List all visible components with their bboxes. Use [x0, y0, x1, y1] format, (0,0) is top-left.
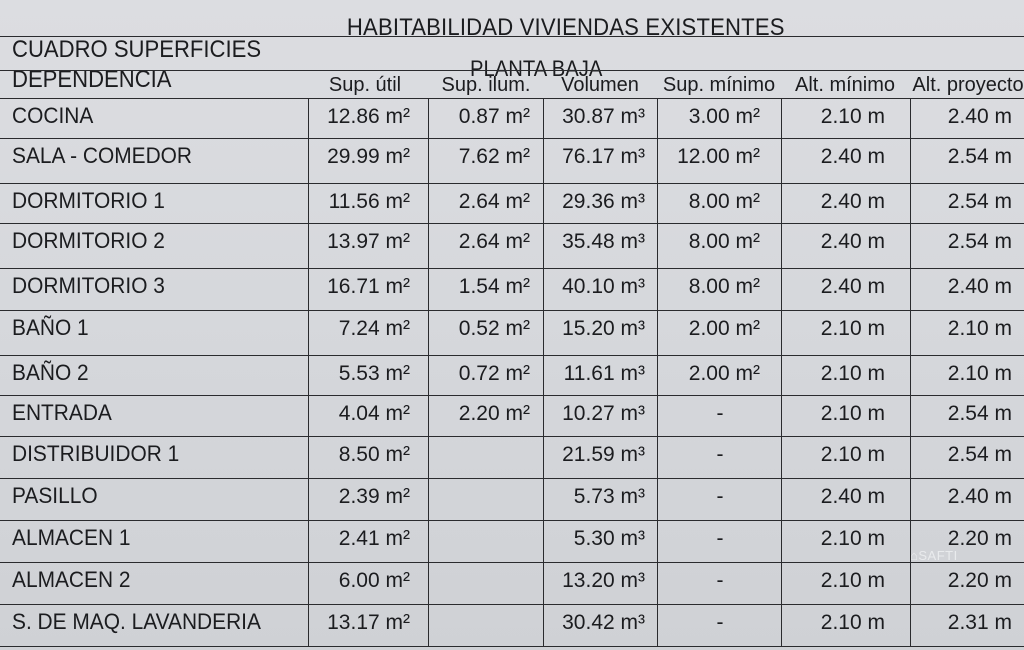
table-cell: 2.00 m²: [688, 317, 760, 340]
table-cell: 2.64 m²: [458, 230, 530, 253]
row-rule: [0, 604, 1024, 605]
row-rule: [0, 395, 1024, 396]
table-cell: 35.48 m³: [562, 230, 645, 253]
table-cell: 7.24 m²: [338, 317, 410, 340]
table-cell: 76.17 m³: [562, 145, 645, 168]
row-rule: [0, 355, 1024, 356]
row-label: DORMITORIO 2: [12, 228, 165, 253]
row-label: BAÑO 1: [12, 315, 89, 340]
table-cell: 1.54 m²: [458, 275, 530, 298]
row-label: DORMITORIO 3: [12, 273, 165, 298]
table-cell: 30.87 m³: [562, 105, 645, 128]
table-cell: 2.10 m: [820, 317, 885, 340]
row-label: BAÑO 2: [12, 360, 89, 385]
table-cell: 2.40 m: [820, 230, 885, 253]
header-rule: [0, 70, 1024, 71]
row-label: ENTRADA: [12, 400, 112, 425]
table-cell: 3.00 m²: [688, 105, 760, 128]
table-cell: 5.53 m²: [338, 362, 410, 385]
row-rule: [0, 310, 1024, 311]
planta-label: PLANTA BAJA: [470, 56, 603, 81]
table-cell: 12.00 m²: [677, 145, 760, 168]
table-cell: 2.10 m: [947, 362, 1012, 385]
column-header: Sup. mínimo: [662, 74, 776, 96]
row-label: PASILLO: [12, 483, 98, 508]
table-cell: 2.54 m: [947, 145, 1012, 168]
table-cell: -: [716, 611, 724, 634]
table-cell: 8.00 m²: [688, 190, 760, 213]
table-cell: 11.61 m³: [563, 362, 645, 385]
table-cell: 13.97 m²: [327, 230, 410, 253]
table-cell: 5.30 m³: [573, 527, 645, 550]
table-cell: 16.71 m²: [327, 275, 410, 298]
table-cell: 8.50 m²: [338, 443, 410, 466]
table-cell: -: [716, 485, 724, 508]
table-cell: -: [716, 527, 724, 550]
table-cell: 29.36 m³: [562, 190, 645, 213]
table-cell: 7.62 m²: [458, 145, 530, 168]
table-cell: 2.40 m: [947, 485, 1012, 508]
row-rule: [0, 562, 1024, 563]
table-cell: 2.54 m: [947, 190, 1012, 213]
table-cell: -: [716, 402, 724, 425]
table-cell: 2.64 m²: [458, 190, 530, 213]
table-cell: 2.40 m: [947, 105, 1012, 128]
table-cell: 0.87 m²: [458, 105, 530, 128]
table-cell: 2.39 m²: [338, 485, 410, 508]
table-cell: 0.72 m²: [458, 362, 530, 385]
column-header: Alt. proyecto: [912, 74, 1024, 96]
table-title: HABITABILIDAD VIVIENDAS EXISTENTES: [346, 14, 785, 41]
title-rule: [0, 36, 1024, 37]
table-cell: 4.04 m²: [338, 402, 410, 425]
table-cell: 2.10 m: [820, 443, 885, 466]
table-cell: 13.20 m³: [562, 569, 645, 592]
row-rule: [0, 478, 1024, 479]
table-cell: 40.10 m³: [562, 275, 645, 298]
cuadro-label: CUADRO SUPERFICIES: [12, 36, 262, 63]
table-cell: -: [716, 569, 724, 592]
row-rule: [0, 520, 1024, 521]
row-rule: [0, 98, 1024, 99]
table-cell: 2.31 m: [947, 611, 1012, 634]
row-label: ALMACEN 1: [12, 525, 131, 550]
table-cell: 15.20 m³: [562, 317, 645, 340]
table-cell: 2.00 m²: [688, 362, 760, 385]
column-header: Volumen: [561, 74, 639, 96]
table-cell: 8.00 m²: [688, 230, 760, 253]
row-rule: [0, 268, 1024, 269]
row-label: SALA - COMEDOR: [12, 143, 193, 168]
table-cell: 2.10 m: [820, 402, 885, 425]
table-cell: 2.20 m²: [458, 402, 530, 425]
table-cell: 29.99 m²: [327, 145, 410, 168]
table-cell: 2.10 m: [820, 362, 885, 385]
row-rule: [0, 223, 1024, 224]
row-rule: [0, 183, 1024, 184]
column-header: Sup. útil: [328, 74, 402, 96]
watermark-logo: ⌂SAFTI: [910, 548, 958, 563]
row-rule: [0, 138, 1024, 139]
row-label: COCINA: [12, 103, 94, 128]
table-cell: 2.40 m: [820, 145, 885, 168]
table-cell: 2.40 m: [947, 275, 1012, 298]
table-cell: 2.54 m: [947, 402, 1012, 425]
table-cell: 10.27 m³: [562, 402, 645, 425]
table-cell: 6.00 m²: [338, 569, 410, 592]
table-cell: 2.10 m: [947, 317, 1012, 340]
table-cell: -: [716, 443, 724, 466]
row-label: S. DE MAQ. LAVANDERIA: [12, 609, 261, 634]
table-cell: 30.42 m³: [562, 611, 645, 634]
table-cell: 2.40 m: [820, 275, 885, 298]
watermark-text: SAFTI: [918, 548, 958, 563]
table-cell: 2.20 m: [947, 569, 1012, 592]
table-cell: 2.40 m: [820, 190, 885, 213]
table-cell: 21.59 m³: [562, 443, 645, 466]
table-cell: 2.10 m: [820, 611, 885, 634]
table-cell: 5.73 m³: [573, 485, 645, 508]
row-label: DORMITORIO 1: [12, 188, 165, 213]
table-cell: 8.00 m²: [688, 275, 760, 298]
column-header: Sup. ilum.: [441, 74, 531, 96]
column-header: Alt. mínimo: [794, 74, 896, 96]
row-label: ALMACEN 2: [12, 567, 131, 592]
dependencia-label: DEPENDENCIA: [12, 66, 172, 93]
table-cell: 2.41 m²: [338, 527, 410, 550]
table-cell: 2.10 m: [820, 105, 885, 128]
table-cell: 2.54 m: [947, 443, 1012, 466]
row-rule: [0, 646, 1024, 647]
table-cell: 11.56 m²: [328, 190, 410, 213]
row-label: DISTRIBUIDOR 1: [12, 441, 180, 466]
table-cell: 12.86 m²: [327, 105, 410, 128]
table-cell: 2.20 m: [947, 527, 1012, 550]
table-cell: 2.10 m: [820, 527, 885, 550]
row-rule: [0, 436, 1024, 437]
table-cell: 13.17 m²: [327, 611, 410, 634]
table-cell: 0.52 m²: [458, 317, 530, 340]
table-cell: 2.54 m: [947, 230, 1012, 253]
table-cell: 2.10 m: [820, 569, 885, 592]
table-cell: 2.40 m: [820, 485, 885, 508]
